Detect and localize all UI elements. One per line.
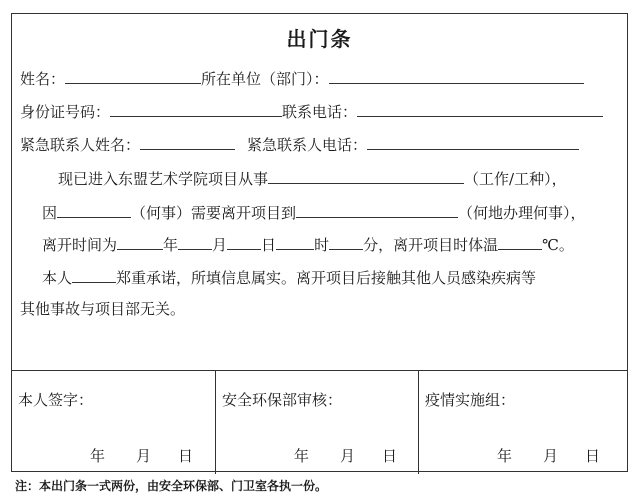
self-signature-label: 本人签字： <box>18 391 94 409</box>
work-text: 现已进入东盟艺术学院项目从事 <box>58 170 269 188</box>
destination-suffix: （何地办理何事） <box>458 204 571 222</box>
safety-day-label: 日 <box>382 447 398 465</box>
signature-cell-epidemic <box>418 371 627 474</box>
epidemic-month-label: 月 <box>543 447 559 465</box>
row-pledge-cont <box>20 298 185 320</box>
row-work <box>58 167 567 189</box>
safety-review-label: 安全环保部审核： <box>222 391 343 409</box>
footer-note: 注：本出门条一式两份，由安全环保部、门卫室各执一份。 <box>15 479 328 493</box>
month-field[interactable] <box>178 233 212 250</box>
signature-cell-safety <box>215 371 418 474</box>
temperature-unit: ℃ <box>542 236 559 254</box>
temperature-field[interactable] <box>498 233 542 250</box>
month-label: 月 <box>212 236 228 254</box>
reason-field[interactable] <box>57 201 131 218</box>
row6-end: 。 <box>558 236 574 254</box>
name-field[interactable] <box>65 67 201 84</box>
self-year-label: 年 <box>90 447 106 465</box>
destination-field[interactable] <box>296 201 458 218</box>
phone-field[interactable] <box>357 100 603 117</box>
emergency-name-field[interactable] <box>140 133 235 150</box>
safety-year-label: 年 <box>294 447 310 465</box>
row-id <box>20 100 603 122</box>
id-label: 身份证号码： <box>20 103 111 121</box>
phone-label: 联系电话： <box>282 103 358 121</box>
emergency-phone-label: 紧急联系人电话： <box>247 136 368 154</box>
signature-section <box>12 370 627 474</box>
reason-text: （何事）需要离开项目到 <box>131 204 297 222</box>
day-label: 日 <box>261 236 277 254</box>
self-month-label: 月 <box>136 447 152 465</box>
name-label: 姓名： <box>20 70 66 88</box>
emergency-phone-field[interactable] <box>367 133 579 150</box>
work-suffix: （工作/工种） <box>464 170 552 188</box>
minute-label: 分 <box>363 236 379 254</box>
temperature-label: ，离开项目时体温 <box>378 236 499 254</box>
minute-field[interactable] <box>329 233 363 250</box>
hour-field[interactable] <box>276 233 314 250</box>
row-time <box>42 233 574 255</box>
row-reason <box>42 201 586 223</box>
epidemic-group-label: 疫情实施组： <box>425 391 516 409</box>
epidemic-year-label: 年 <box>497 447 513 465</box>
pledge-text-cont: 其他事故与项目部无关。 <box>20 300 186 318</box>
year-label: 年 <box>163 236 179 254</box>
emergency-name-label: 紧急联系人姓名： <box>20 136 141 154</box>
work-field[interactable] <box>268 167 464 184</box>
pledge-prefix: 本人 <box>42 269 73 287</box>
row5-end: ， <box>570 204 586 222</box>
reason-prefix: 因 <box>42 204 58 222</box>
epidemic-group-date <box>497 445 600 466</box>
pledge-text: 郑重承诺，所填信息属实。离开项目后接触其他人员感染疾病等 <box>116 269 537 287</box>
exit-permit-form <box>11 13 628 472</box>
id-field[interactable] <box>110 100 282 117</box>
dept-field[interactable] <box>329 67 584 84</box>
form-title: 出门条 <box>286 27 353 51</box>
epidemic-day-label: 日 <box>585 447 601 465</box>
pledge-name-field[interactable] <box>72 266 116 283</box>
year-field[interactable] <box>117 233 163 250</box>
day-field[interactable] <box>227 233 261 250</box>
self-day-label: 日 <box>178 447 194 465</box>
leave-time-label: 离开时间为 <box>42 236 118 254</box>
signature-cell-self <box>12 371 215 474</box>
row4-end: ， <box>551 170 567 188</box>
safety-month-label: 月 <box>340 447 356 465</box>
row-pledge <box>42 266 536 288</box>
self-signature-date <box>90 445 193 466</box>
row-emergency <box>20 133 579 155</box>
dept-label: 所在单位（部门）： <box>201 70 329 88</box>
safety-review-date <box>294 445 397 466</box>
row-name <box>20 67 584 89</box>
hour-label: 时 <box>314 236 330 254</box>
